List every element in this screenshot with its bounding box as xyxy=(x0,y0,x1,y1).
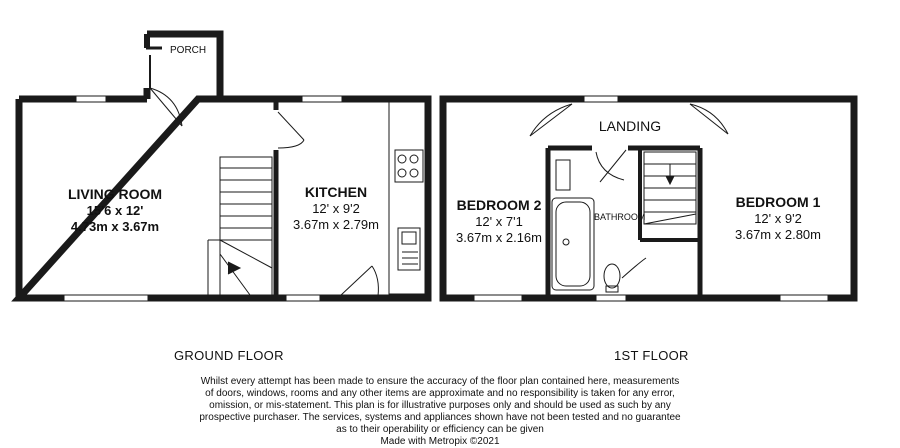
bedroom1-window xyxy=(780,295,828,301)
first-floor-label: 1ST FLOOR xyxy=(614,348,689,363)
bathroom-fixtures xyxy=(552,160,620,292)
kitchen-imperial: 12' x 9'2 xyxy=(312,201,360,216)
landing-window xyxy=(584,96,618,102)
disclaimer xyxy=(180,376,700,448)
living-room-name: LIVING ROOM xyxy=(67,186,163,202)
bedroom-1-metric: 3.67m x 2.80m xyxy=(735,227,821,242)
bedroom-2-label xyxy=(448,197,550,246)
bathroom-door xyxy=(596,152,624,180)
kitchen-label xyxy=(282,184,390,233)
bath xyxy=(552,198,594,290)
hob xyxy=(395,150,423,182)
living-window-bottom xyxy=(64,295,148,301)
bedroom-2-metric: 3.67m x 2.16m xyxy=(456,230,542,245)
toilet xyxy=(604,264,620,288)
basin xyxy=(556,160,570,190)
ground-floor-label: GROUND FLOOR xyxy=(174,348,284,363)
first-stairs xyxy=(644,152,696,224)
disclaimer-line: Whilst every attempt has been made to ensure the accuracy of the floor plan contained here, measurements xyxy=(200,376,680,387)
bedroom2-window xyxy=(474,295,522,301)
porch-walls xyxy=(147,34,220,99)
living-room-label xyxy=(40,186,190,235)
kitchen-name: KITCHEN xyxy=(304,184,368,200)
bedroom-2-name: BEDROOM 2 xyxy=(456,197,542,213)
porch-label: PORCH xyxy=(170,45,207,56)
disclaimer-line: as to their operability or efficiency can be given xyxy=(336,424,544,435)
bedroom-1-name: BEDROOM 1 xyxy=(735,194,821,210)
bathroom-wall xyxy=(640,148,700,240)
disclaimer-line: omission, or mis-statement. This plan is for illustrative purposes only and should be used as such by any xyxy=(209,400,671,411)
credit: Made with Metropix ©2021 xyxy=(380,436,500,447)
kitchen-window-top xyxy=(302,96,342,102)
ground-stairs xyxy=(208,157,272,295)
bedroom-1-imperial: 12' x 9'2 xyxy=(754,211,802,226)
living-room-imperial: 15'6 x 12' xyxy=(86,203,144,218)
kitchen-window-bottom xyxy=(286,295,320,301)
bedroom-2-imperial: 12' x 7'1 xyxy=(475,214,523,229)
kitchen-back-door xyxy=(340,266,372,296)
ground-floor-plan xyxy=(19,34,428,301)
bathroom-window xyxy=(596,295,626,301)
bedroom-1-label xyxy=(718,194,838,243)
bathroom-label: BATHROOM xyxy=(594,212,646,222)
disclaimer-line: of doors, windows, rooms and any other items are approximate and no responsibility is taken for any error, xyxy=(205,388,675,399)
living-window-top xyxy=(76,96,106,102)
kitchen-door-swing xyxy=(278,112,304,140)
disclaimer-line: prospective purchaser. The services, systems and appliances shown have not been tested and no guarantee xyxy=(199,412,681,423)
living-room-metric: 4.73m x 3.67m xyxy=(70,219,160,234)
kitchen-units xyxy=(389,102,425,294)
kitchen-metric: 3.67m x 2.79m xyxy=(293,217,379,232)
landing-label: LANDING xyxy=(598,118,662,134)
